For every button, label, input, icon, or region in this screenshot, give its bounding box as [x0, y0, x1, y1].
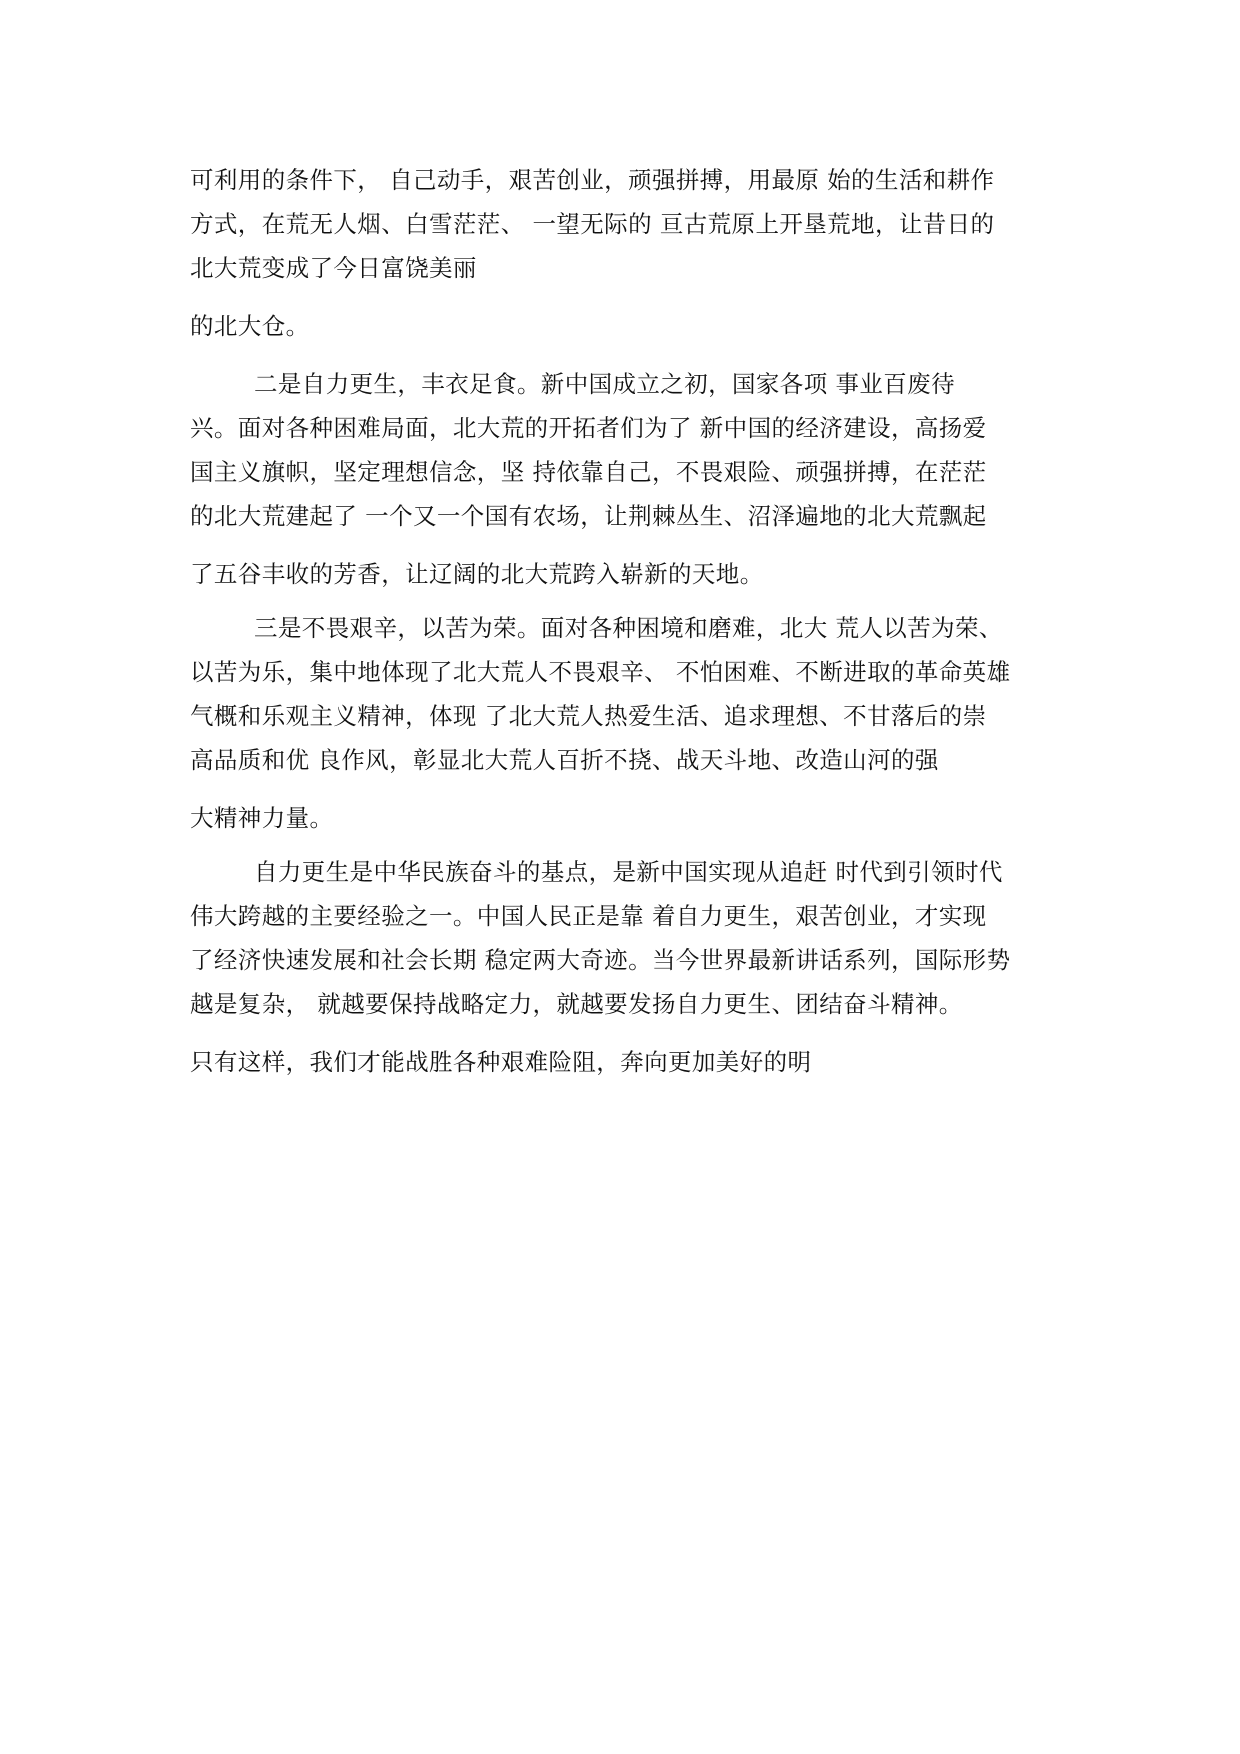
text-line: 了五谷丰收的芳香，让辽阔的北大荒跨入崭新的天地。: [190, 560, 764, 588]
text-line: 的北大荒建起了 一个又一个国有农场，让荆棘丛生、沼泽遍地的北大荒飘起: [190, 502, 987, 530]
text-line: 了经济快速发展和社会长期 稳定两大奇迹。当今世界最新讲话系列，国际形势: [190, 946, 1011, 974]
paragraph-2-start: 二是自力更生，丰衣足食。新中国成立之初，国家各项 事业百废待: [254, 370, 955, 398]
text-line: 兴。面对各种困难局面，北大荒的开拓者们为了 新中国的经济建设，高扬爱: [190, 414, 987, 442]
text-line: 大精神力量。: [190, 804, 334, 832]
text-line: 气概和乐观主义精神，体现 了北大荒人热爱生活、追求理想、不甘落后的崇: [190, 702, 987, 730]
text-line: 北大荒变成了今日富饶美丽: [190, 254, 477, 282]
text-line: 的北大仓。: [190, 312, 310, 340]
text-line: 只有这样，我们才能战胜各种艰难险阻，奔向更加美好的明: [190, 1048, 812, 1076]
text-line: 伟大跨越的主要经验之一。中国人民正是靠 着自力更生，艰苦创业，才实现: [190, 902, 987, 930]
body-text: [190, 158, 1070, 1084]
text-line: 越是复杂， 就越要保持战略定力，就越要发扬自力更生、团结奋斗精神。: [190, 990, 963, 1018]
text-line: 国主义旗帜，坚定理想信念，坚 持依靠自己，不畏艰险、顽强拼搏，在茫茫: [190, 458, 987, 486]
text-line: 可利用的条件下， 自己动手，艰苦创业，顽强拼搏，用最原 始的生活和耕作: [190, 166, 995, 194]
text-line: 高品质和优 良作风，彰显北大荒人百折不挠、战天斗地、改造山河的强: [190, 746, 939, 774]
paragraph-4-start: 自力更生是中华民族奋斗的基点，是新中国实现从追赶 时代到引领时代: [254, 858, 1003, 886]
text-line: 方式，在荒无人烟、白雪茫茫、 一望无际的 亘古荒原上开垦荒地，让昔日的: [190, 210, 995, 238]
paragraph-3-start: 三是不畏艰辛，以苦为荣。面对各种困境和磨难，北大 荒人以苦为荣、: [254, 614, 1003, 642]
text-line: 以苦为乐，集中地体现了北大荒人不畏艰辛、 不怕困难、不断进取的革命英雄: [190, 658, 1011, 686]
